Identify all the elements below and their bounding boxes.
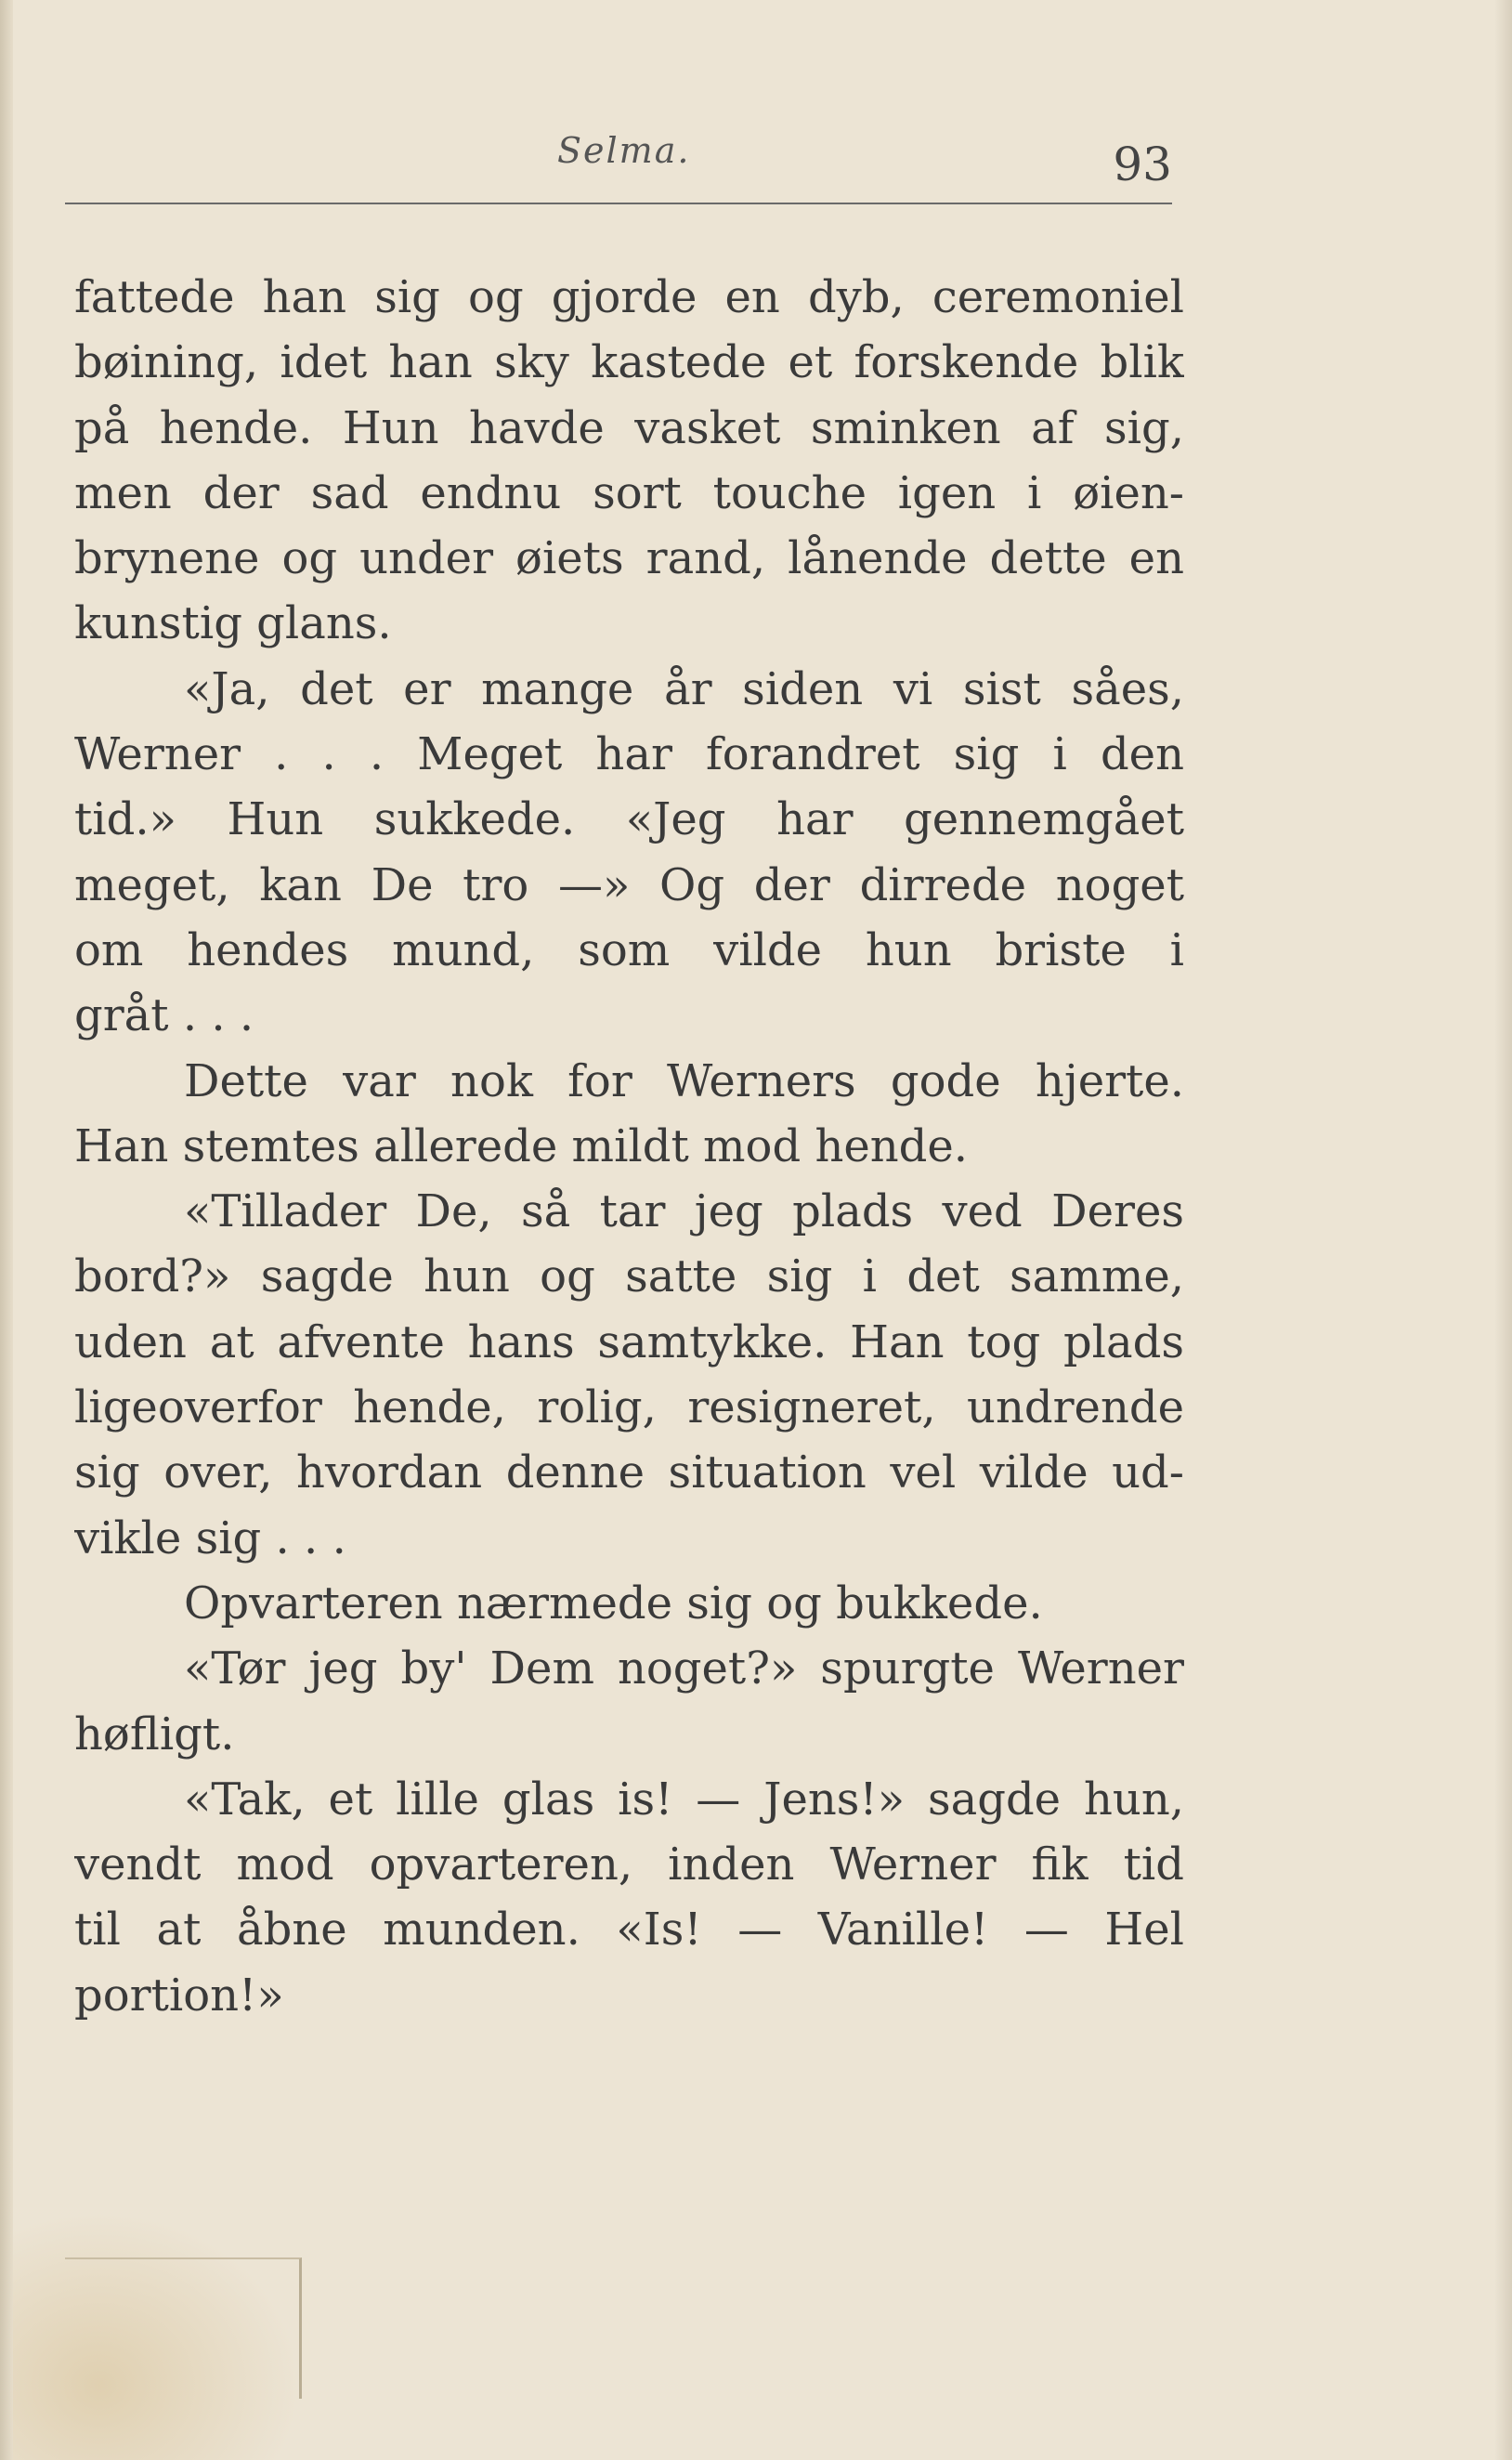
text-line: på hende. Hun havde vasket sminken af sig, (74, 401, 1184, 454)
text-line: bord?» sagde hun og satte sig i det samme, (74, 1250, 1184, 1303)
text-line: uden at afvente hans samtykke. Han tog plads (74, 1315, 1184, 1368)
running-head: Selma. (557, 130, 691, 171)
text-line: «Tillader De, så tar jeg plads ved Deres (184, 1185, 1184, 1238)
text-line: Han stemtes allerede mildt mod hende. (74, 1119, 969, 1172)
text-line: «Tak, et lille glas is! — Jens!» sagde hun, (184, 1773, 1184, 1825)
text-line: men der sad endnu sort touche igen i øien- (74, 466, 1184, 519)
text-line: ligeoverfor hende, rolig, resigneret, undrende (74, 1381, 1184, 1434)
text-line: vikle sig . . . (74, 1511, 346, 1564)
body-text (74, 265, 1184, 2028)
text-line: «Tør jeg by' Dem noget?» spurgte Werner (184, 1642, 1184, 1695)
text-line: kunstig glans. (74, 597, 392, 650)
text-line: «Ja, det er mange år siden vi sist såes, (184, 662, 1184, 715)
text-line: om hendes mund, som vilde hun briste i (74, 923, 1184, 976)
text-line: til at åbne munden. «Is! — Vanille! — Hel (74, 1904, 1184, 1956)
text-line: Werner . . . Meget har forandret sig i den (74, 728, 1184, 781)
header-rule (65, 203, 1172, 204)
text-line: høfligt. (74, 1708, 235, 1760)
page-header (65, 130, 1172, 204)
text-line: fattede han sig og gjorde en dyb, ceremoniel (74, 271, 1184, 323)
text-line: sig over, hvordan denne situation vel vilde ud- (74, 1446, 1184, 1499)
text-line: brynene og under øiets rand, lånende dette en (74, 532, 1184, 585)
page-edge-left (0, 0, 13, 2460)
text-line: gråt . . . (74, 989, 254, 1042)
paper-stain-mark (65, 2257, 302, 2399)
text-line: bøining, idet han sky kastede et forskende blik (74, 336, 1184, 389)
text-line: meget, kan De tro —» Og der dirrede noget (74, 858, 1184, 911)
text-line: tid.» Hun sukkede. «Jeg har gennemgået (74, 793, 1184, 846)
page-number: 93 (1113, 137, 1172, 191)
text-line: portion!» (74, 1969, 284, 2022)
text-line: Opvarteren nærmede sig og bukkede. (184, 1577, 1043, 1629)
page-edge-right (1495, 0, 1512, 2460)
text-line: vendt mod opvarteren, inden Werner fik tid (74, 1838, 1184, 1891)
text-line: Dette var nok for Werners gode hjerte. (184, 1054, 1184, 1107)
